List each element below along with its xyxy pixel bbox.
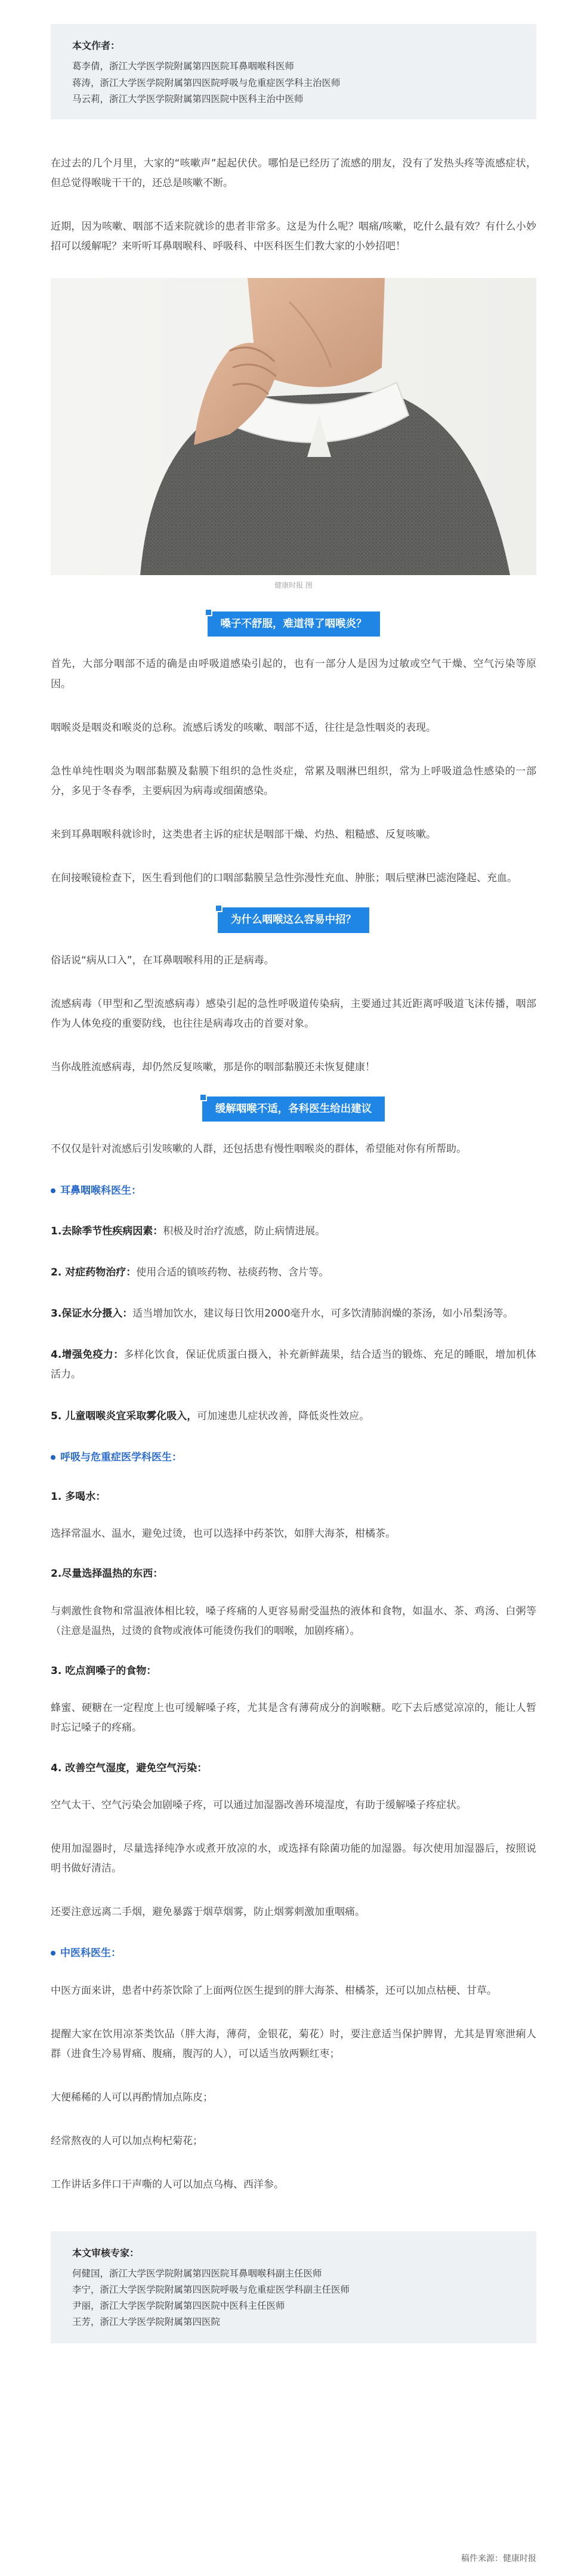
resp-heading-text: 呼吸与危重症医学科医生： — [60, 1451, 182, 1463]
section1-paragraph: 首先，大部分咽部不适的确是由呼吸道感染引起的，也有一部分人是因为过敏或空气干燥、空气污染等原因。 — [51, 658, 536, 690]
section-title: 为什么咽喉这么容易中招？ — [218, 907, 369, 932]
tcm-paragraph: 中医方面来讲，患者中药茶饮除了上面两位医生提到的胖大海茶、柑橘茶，还可以加点枯梗、甘草。 — [51, 1984, 497, 1997]
section2-paragraph: 当你战胜流感病毒，却仍然反复咳嗽，那是你的咽部黏膜还未恢复健康！ — [51, 1061, 375, 1074]
ent-item — [51, 1345, 536, 1385]
ent-item-title: 3.保证水分摄入： — [51, 1308, 133, 1320]
photo-caption: 健康时报 图 — [274, 581, 313, 590]
tcm-paragraph: 大便稀稀的人可以再酌情加点陈皮； — [51, 2092, 213, 2104]
intro-paragraph: 近期，因为咳嗽、咽部不适来院就诊的患者非常多。这是为什么呢？咽痛/咳嗽，吃什么最有效？有什么小妙招可以缓解呢？来听听耳鼻咽喉科、呼吸科、中医科医生们教大家的小妙招吧！ — [51, 221, 536, 253]
ent-heading — [51, 1181, 536, 1200]
section1-paragraph: 在间接喉镜检查下，医生看到他们的口咽部黏膜呈急性弥漫性充血、肿胀；咽后壁淋巴滤泡隆起、充血。 — [51, 872, 517, 885]
resp-item-title: 4. 改善空气湿度，避免空气污染： — [51, 1762, 208, 1774]
expert-box-title: 本文审核专家： — [72, 2247, 140, 2259]
resp-item-paragraph: 蜂蜜、硬糖在一定程度上也可缓解嗓子疼，尤其是含有薄荷成分的润喉糖。吃下去后感觉凉凉的，能让人暂时忘记嗓子的疼痛。 — [51, 1702, 536, 1734]
author-line: 葛李倩，浙江大学医学院附属第四医院耳鼻咽喉科医师 — [72, 61, 295, 72]
tcm-paragraph: 提醒大家在饮用凉茶类饮品（胖大海，薄荷，金银花，菊花）时，要注意适当保护脾胃，尤其是胃寒泄痢人群（进食生冷易胃痛、腹痛，腹泻的人），可以适当放两颗红枣； — [51, 2028, 536, 2061]
resp-item-paragraph: 空气太干、空气污染会加剧嗓子疼，可以通过加湿器改善环境湿度，有助于缓解嗓子疼症状。 — [51, 1799, 466, 1811]
ent-item-text: 可加速患儿症状改善，降低炎性效应。 — [197, 1410, 370, 1422]
ent-item — [51, 1304, 536, 1324]
ent-item-title: 5. 儿童咽喉炎宜采取雾化吸入， — [51, 1410, 197, 1422]
section2-paragraph: 俗话说“病从口入”，在耳鼻咽喉科用的正是病毒。 — [51, 954, 274, 966]
resp-item-paragraph: 选择常温水、温水，避免过烫，也可以选择中药茶饮，如胖大海茶，柑橘茶。 — [51, 1528, 396, 1540]
ent-item-text: 适当增加饮水，建议每日饮用2000毫升水，可多饮清肺润燥的茶汤，如小吊梨汤等。 — [132, 1308, 514, 1320]
article-source: 稿件来源：健康时报 — [461, 2554, 536, 2563]
section1-paragraph: 急性单纯性咽炎为咽部黏膜及黏膜下组织的急性炎症，常累及咽淋巴组织，常为上呼吸道急性感染的一部分，多见于冬春季，主要病因为病毒或细菌感染。 — [51, 765, 536, 797]
section-heading-wrap — [51, 1097, 536, 1122]
expert-line: 尹丽，浙江大学医学院附属第四医院中医科主任医师 — [72, 2300, 285, 2312]
tcm-paragraph: 经常熬夜的人可以加点枸杞菊花； — [51, 2135, 203, 2148]
resp-item-paragraph: 使用加湿器时，尽量选择纯净水或煮开放凉的水，或选择有除菌功能的加湿器。每次使用加湿器后，按照说明书做好清洁。 — [51, 1843, 536, 1875]
expert-box — [51, 2231, 536, 2344]
ent-item — [51, 1407, 536, 1426]
tcm-heading-text: 中医科医生： — [60, 1947, 121, 1960]
section-heading-wrap — [51, 907, 536, 932]
ent-item — [51, 1263, 536, 1283]
author-line: 马云莉，浙江大学医学院附属第四医院中医科主治中医师 — [72, 93, 304, 104]
ent-item-text: 使用合适的镇咳药物、祛痰药物、含片等。 — [136, 1267, 329, 1278]
person-touching-throat-illustration — [51, 278, 536, 575]
bullet-dot-icon — [51, 1188, 55, 1193]
ent-item-title: 1.去除季节性疾病因素： — [51, 1225, 163, 1237]
section-title: 缓解咽喉不适，各科医生给出建议 — [202, 1097, 385, 1122]
ent-item-text: 积极及时治疗流感，防止病情进展。 — [163, 1225, 326, 1237]
author-line: 蒋涛，浙江大学医学院附属第四医院呼吸与危重症医学科主治医师 — [72, 77, 341, 88]
tcm-heading — [51, 1944, 536, 1963]
article-photo — [51, 278, 536, 575]
section1-paragraph: 来到耳鼻咽喉科就诊时，这类患者主诉的症状是咽部干燥、灼热、粗糙感、反复咳嗽。 — [51, 829, 436, 841]
resp-item-paragraph: 还要注意远离二手烟，避免暴露于烟草烟雾，防止烟雾刺激加重咽痛。 — [51, 1906, 365, 1919]
resp-item-paragraph: 与刺激性食物和常温液体相比较，嗓子疼痛的人更容易耐受温热的液体和食物，如温水、茶、鸡汤、白粥等（注意是温热，过烫的食物或液体可能烫伤我们的咽喉，加剧疼痛）。 — [51, 1605, 536, 1637]
section2-paragraph: 流感病毒（甲型和乙型流感病毒）感染引起的急性呼吸道传染病，主要通过其近距离呼吸道飞沫传播，咽部作为人体免疫的重要防线，也往往是病毒攻击的首要对象。 — [51, 997, 536, 1030]
resp-item-title: 1. 多喝水： — [51, 1491, 106, 1503]
author-box — [51, 24, 536, 119]
ent-heading-text: 耳鼻咽喉科医生： — [60, 1184, 141, 1197]
expert-line: 何健国，浙江大学医学院附属第四医院耳鼻咽喉科副主任医师 — [72, 2268, 322, 2279]
resp-item-title: 3. 吃点润嗓子的食物： — [51, 1665, 157, 1678]
section-heading-wrap — [51, 611, 536, 637]
author-box-title: 本文作者： — [72, 40, 121, 51]
intro-paragraph: 在过去的几个月里，大家的“咳嗽声”起起伏伏。哪怕是已经历了流感的朋友，没有了发热头疼等流感症状，但总觉得喉咙干干的，还总是咳嗽不断。 — [51, 157, 536, 189]
resp-heading — [51, 1448, 536, 1467]
section3-intro: 不仅仅是针对流感后引发咳嗽的人群，还包括患有慢性咽喉炎的群体，希望能对你有所帮助。 — [51, 1143, 466, 1156]
resp-item-title: 2.尽量选择温热的东西： — [51, 1568, 163, 1580]
expert-line: 王芳，浙江大学医学院附属第四医院 — [72, 2316, 221, 2328]
bullet-dot-icon — [51, 1455, 55, 1460]
section-title: 嗓子不舒服，难道得了咽喉炎？ — [208, 611, 380, 637]
ent-item-text: 多样化饮食，保证优质蛋白摄入，补充新鲜蔬果，结合适当的锻炼、充足的睡眠，增加机体活力。 — [51, 1349, 536, 1381]
ent-item-title: 4.增强免疫力： — [51, 1349, 124, 1361]
expert-line: 李宁，浙江大学医学院附属第四医院呼吸与危重症医学科副主任医师 — [72, 2284, 350, 2296]
ent-item — [51, 1222, 536, 1241]
ent-item-title: 2. 对症药物治疗： — [51, 1267, 137, 1278]
tcm-paragraph: 工作讲话多伴口干声嘶的人可以加点乌梅、西洋参。 — [51, 2179, 284, 2191]
bullet-dot-icon — [51, 1951, 55, 1956]
section1-paragraph: 咽喉炎是咽炎和喉炎的总称。流感后诱发的咳嗽、咽部不适，往往是急性咽炎的表现。 — [51, 721, 436, 734]
